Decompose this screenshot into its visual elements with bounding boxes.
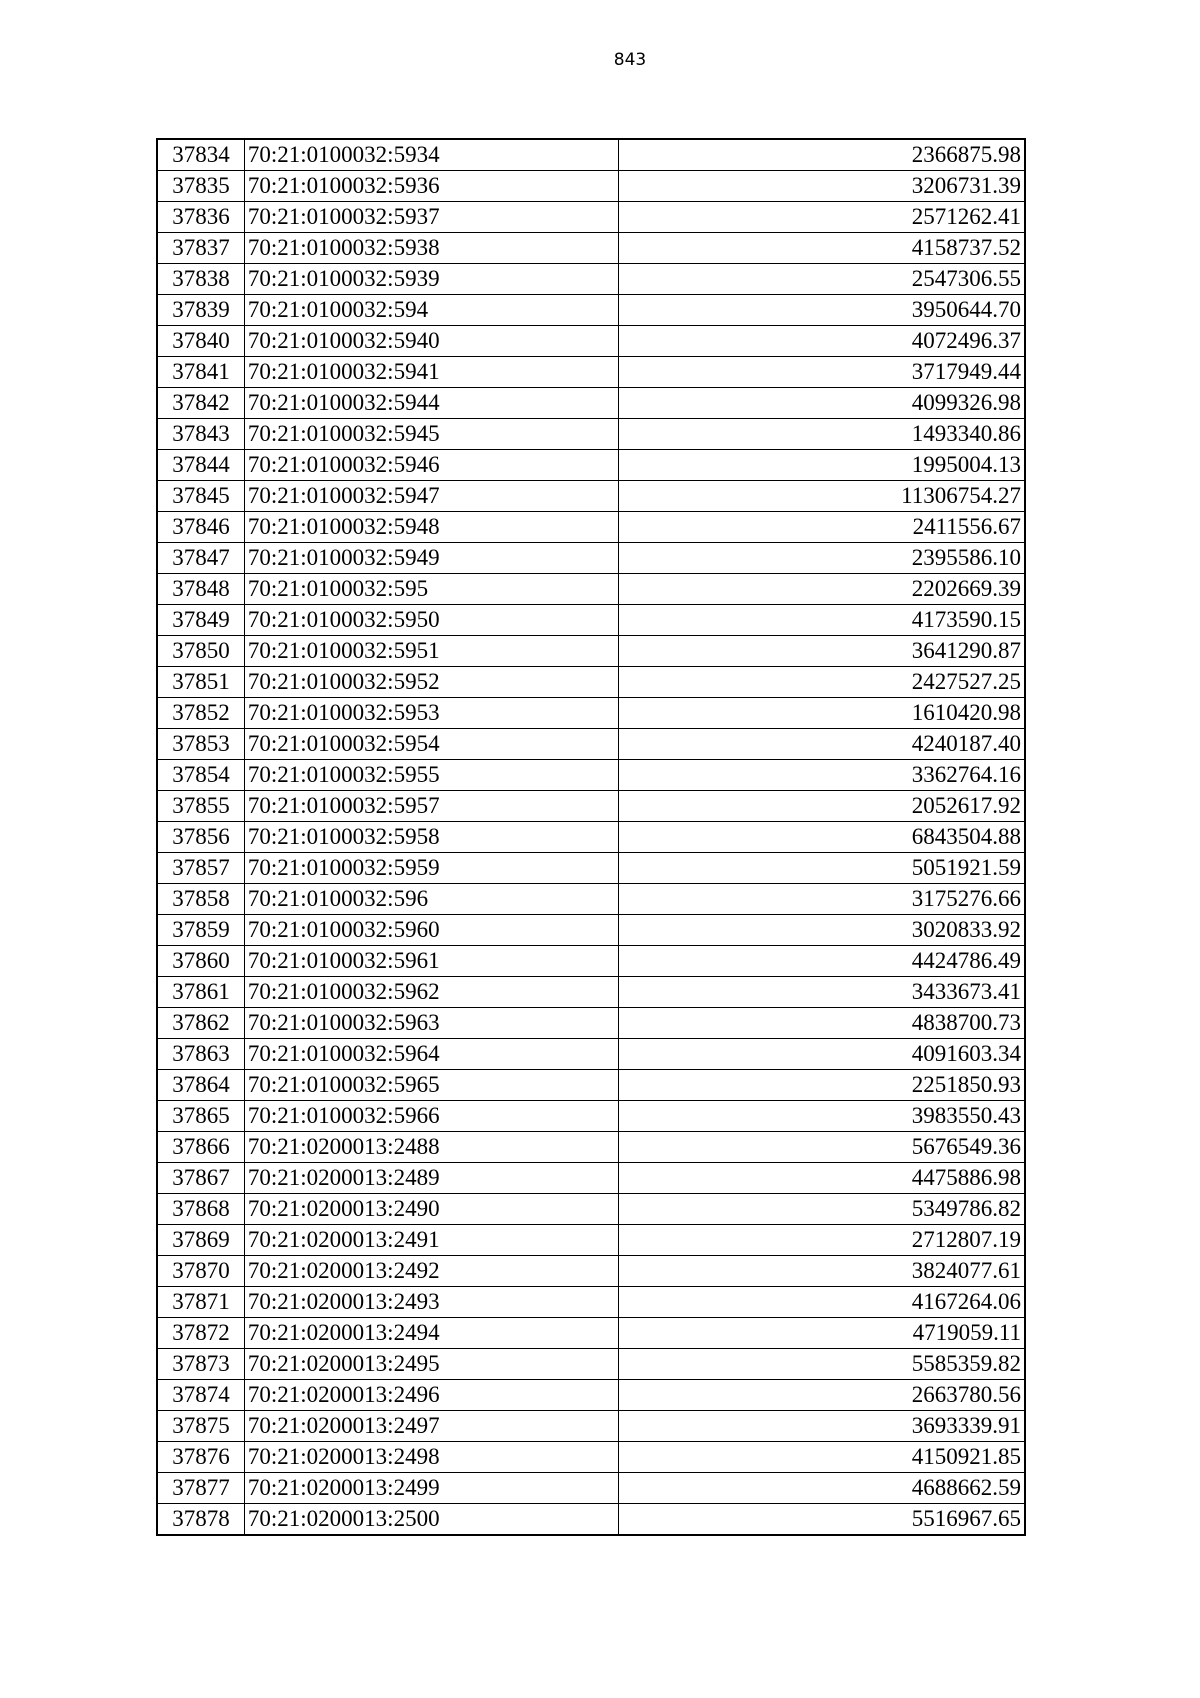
- cadastral-number-cell: 70:21:0100032:596: [244, 884, 618, 915]
- row-number-cell: 37854: [157, 760, 244, 791]
- cadastral-value-cell: 3206731.39: [618, 171, 1025, 202]
- row-number-cell: 37862: [157, 1008, 244, 1039]
- table-row: [157, 295, 1025, 326]
- cadastral-number-cell: 70:21:0100032:5940: [244, 326, 618, 357]
- table-row: [157, 791, 1025, 822]
- cadastral-value-cell: 4838700.73: [618, 1008, 1025, 1039]
- cadastral-number-cell: 70:21:0100032:5952: [244, 667, 618, 698]
- table-row: [157, 264, 1025, 295]
- table-row: [157, 822, 1025, 853]
- table-row: [157, 139, 1025, 171]
- cadastral-number-cell: 70:21:0100032:5951: [244, 636, 618, 667]
- cadastral-number-cell: 70:21:0100032:5953: [244, 698, 618, 729]
- cadastral-number-cell: 70:21:0100032:5954: [244, 729, 618, 760]
- cadastral-number-cell: 70:21:0100032:5947: [244, 481, 618, 512]
- table-row: [157, 326, 1025, 357]
- cadastral-value-table: [156, 138, 1026, 1536]
- row-number-cell: 37863: [157, 1039, 244, 1070]
- row-number-cell: 37858: [157, 884, 244, 915]
- row-number-cell: 37851: [157, 667, 244, 698]
- cadastral-number-cell: 70:21:0200013:2500: [244, 1504, 618, 1536]
- cadastral-number-cell: 70:21:0100032:5957: [244, 791, 618, 822]
- table-row: [157, 915, 1025, 946]
- cadastral-value-cell: 5349786.82: [618, 1194, 1025, 1225]
- row-number-cell: 37859: [157, 915, 244, 946]
- cadastral-value-cell: 2202669.39: [618, 574, 1025, 605]
- row-number-cell: 37835: [157, 171, 244, 202]
- cadastral-value-cell: 2571262.41: [618, 202, 1025, 233]
- cadastral-value-cell: 4072496.37: [618, 326, 1025, 357]
- row-number-cell: 37855: [157, 791, 244, 822]
- cadastral-number-cell: 70:21:0100032:5939: [244, 264, 618, 295]
- cadastral-number-cell: 70:21:0200013:2498: [244, 1442, 618, 1473]
- cadastral-value-cell: 1995004.13: [618, 450, 1025, 481]
- cadastral-number-cell: 70:21:0100032:5944: [244, 388, 618, 419]
- row-number-cell: 37846: [157, 512, 244, 543]
- row-number-cell: 37852: [157, 698, 244, 729]
- cadastral-value-cell: 4475886.98: [618, 1163, 1025, 1194]
- table-row: [157, 1008, 1025, 1039]
- table-row: [157, 1101, 1025, 1132]
- cadastral-number-cell: 70:21:0100032:5955: [244, 760, 618, 791]
- cadastral-value-cell: 6843504.88: [618, 822, 1025, 853]
- cadastral-value-cell: 1493340.86: [618, 419, 1025, 450]
- row-number-cell: 37873: [157, 1349, 244, 1380]
- cadastral-value-cell: 2547306.55: [618, 264, 1025, 295]
- table-row: [157, 729, 1025, 760]
- cadastral-value-cell: 2395586.10: [618, 543, 1025, 574]
- row-number-cell: 37853: [157, 729, 244, 760]
- cadastral-number-cell: 70:21:0100032:5941: [244, 357, 618, 388]
- cadastral-value-cell: 3020833.92: [618, 915, 1025, 946]
- table-row: [157, 1039, 1025, 1070]
- cadastral-value-cell: 5585359.82: [618, 1349, 1025, 1380]
- table-row: [157, 1349, 1025, 1380]
- cadastral-number-cell: 70:21:0200013:2495: [244, 1349, 618, 1380]
- cadastral-number-cell: 70:21:0100032:5966: [244, 1101, 618, 1132]
- row-number-cell: 37871: [157, 1287, 244, 1318]
- cadastral-value-cell: 4167264.06: [618, 1287, 1025, 1318]
- cadastral-number-cell: 70:21:0200013:2496: [244, 1380, 618, 1411]
- cadastral-value-cell: 5516967.65: [618, 1504, 1025, 1536]
- row-number-cell: 37872: [157, 1318, 244, 1349]
- cadastral-value-cell: 4158737.52: [618, 233, 1025, 264]
- cadastral-number-cell: 70:21:0200013:2491: [244, 1225, 618, 1256]
- cadastral-number-cell: 70:21:0100032:5936: [244, 171, 618, 202]
- cadastral-number-cell: 70:21:0100032:5934: [244, 139, 618, 171]
- table-row: [157, 1442, 1025, 1473]
- cadastral-value-cell: 1610420.98: [618, 698, 1025, 729]
- row-number-cell: 37849: [157, 605, 244, 636]
- cadastral-number-cell: 70:21:0100032:5949: [244, 543, 618, 574]
- cadastral-value-cell: 5051921.59: [618, 853, 1025, 884]
- table-row: [157, 388, 1025, 419]
- table-row: [157, 1070, 1025, 1101]
- row-number-cell: 37866: [157, 1132, 244, 1163]
- table-row: [157, 1318, 1025, 1349]
- cadastral-number-cell: 70:21:0100032:5964: [244, 1039, 618, 1070]
- cadastral-number-cell: 70:21:0200013:2488: [244, 1132, 618, 1163]
- row-number-cell: 37868: [157, 1194, 244, 1225]
- table-row: [157, 202, 1025, 233]
- cadastral-value-cell: 3641290.87: [618, 636, 1025, 667]
- table-row: [157, 853, 1025, 884]
- cadastral-number-cell: 70:21:0100032:5948: [244, 512, 618, 543]
- cadastral-value-cell: 3824077.61: [618, 1256, 1025, 1287]
- row-number-cell: 37857: [157, 853, 244, 884]
- table-row: [157, 450, 1025, 481]
- table-row: [157, 357, 1025, 388]
- cadastral-value-cell: 4099326.98: [618, 388, 1025, 419]
- cadastral-value-cell: 2427527.25: [618, 667, 1025, 698]
- table-row: [157, 1132, 1025, 1163]
- cadastral-number-cell: 70:21:0100032:5965: [244, 1070, 618, 1101]
- table-row: [157, 1256, 1025, 1287]
- row-number-cell: 37838: [157, 264, 244, 295]
- row-number-cell: 37841: [157, 357, 244, 388]
- table-row: [157, 233, 1025, 264]
- table-row: [157, 171, 1025, 202]
- row-number-cell: 37845: [157, 481, 244, 512]
- row-number-cell: 37836: [157, 202, 244, 233]
- row-number-cell: 37875: [157, 1411, 244, 1442]
- cadastral-value-cell: 2663780.56: [618, 1380, 1025, 1411]
- cadastral-value-cell: 4091603.34: [618, 1039, 1025, 1070]
- cadastral-number-cell: 70:21:0200013:2490: [244, 1194, 618, 1225]
- table-row: [157, 977, 1025, 1008]
- cadastral-value-cell: 3717949.44: [618, 357, 1025, 388]
- cadastral-number-cell: 70:21:0100032:595: [244, 574, 618, 605]
- cadastral-value-cell: 4240187.40: [618, 729, 1025, 760]
- row-number-cell: 37839: [157, 295, 244, 326]
- cadastral-number-cell: 70:21:0100032:5961: [244, 946, 618, 977]
- cadastral-value-cell: 3362764.16: [618, 760, 1025, 791]
- row-number-cell: 37856: [157, 822, 244, 853]
- table-row: [157, 1163, 1025, 1194]
- cadastral-number-cell: 70:21:0200013:2497: [244, 1411, 618, 1442]
- table-row: [157, 1287, 1025, 1318]
- cadastral-value-cell: 5676549.36: [618, 1132, 1025, 1163]
- cadastral-number-cell: 70:21:0100032:5950: [244, 605, 618, 636]
- cadastral-number-cell: 70:21:0200013:2499: [244, 1473, 618, 1504]
- cadastral-value-cell: 2251850.93: [618, 1070, 1025, 1101]
- cadastral-value-cell: 11306754.27: [618, 481, 1025, 512]
- table-row: [157, 419, 1025, 450]
- row-number-cell: 37876: [157, 1442, 244, 1473]
- cadastral-value-cell: 3693339.91: [618, 1411, 1025, 1442]
- cadastral-number-cell: 70:21:0200013:2493: [244, 1287, 618, 1318]
- cadastral-value-cell: 3950644.70: [618, 295, 1025, 326]
- row-number-cell: 37848: [157, 574, 244, 605]
- cadastral-number-cell: 70:21:0100032:5937: [244, 202, 618, 233]
- row-number-cell: 37867: [157, 1163, 244, 1194]
- cadastral-value-cell: 4424786.49: [618, 946, 1025, 977]
- table-row: [157, 698, 1025, 729]
- cadastral-value-cell: 3433673.41: [618, 977, 1025, 1008]
- table-row: [157, 1380, 1025, 1411]
- table-row: [157, 760, 1025, 791]
- table-row: [157, 1194, 1025, 1225]
- row-number-cell: 37877: [157, 1473, 244, 1504]
- row-number-cell: 37874: [157, 1380, 244, 1411]
- row-number-cell: 37834: [157, 139, 244, 171]
- cadastral-value-cell: 2411556.67: [618, 512, 1025, 543]
- row-number-cell: 37865: [157, 1101, 244, 1132]
- cadastral-value-cell: 4719059.11: [618, 1318, 1025, 1349]
- table-row: [157, 667, 1025, 698]
- cadastral-number-cell: 70:21:0100032:5960: [244, 915, 618, 946]
- table-row: [157, 946, 1025, 977]
- cadastral-value-cell: 2366875.98: [618, 139, 1025, 171]
- table-row: [157, 884, 1025, 915]
- row-number-cell: 37843: [157, 419, 244, 450]
- table-row: [157, 1411, 1025, 1442]
- table-row: [157, 512, 1025, 543]
- row-number-cell: 37860: [157, 946, 244, 977]
- cadastral-number-cell: 70:21:0200013:2494: [244, 1318, 618, 1349]
- cadastral-number-cell: 70:21:0100032:594: [244, 295, 618, 326]
- cadastral-value-cell: 3175276.66: [618, 884, 1025, 915]
- cadastral-value-cell: 2052617.92: [618, 791, 1025, 822]
- cadastral-number-cell: 70:21:0100032:5945: [244, 419, 618, 450]
- row-number-cell: 37864: [157, 1070, 244, 1101]
- row-number-cell: 37869: [157, 1225, 244, 1256]
- row-number-cell: 37847: [157, 543, 244, 574]
- cadastral-value-cell: 4173590.15: [618, 605, 1025, 636]
- cadastral-number-cell: 70:21:0100032:5962: [244, 977, 618, 1008]
- row-number-cell: 37870: [157, 1256, 244, 1287]
- row-number-cell: 37844: [157, 450, 244, 481]
- cadastral-value-cell: 2712807.19: [618, 1225, 1025, 1256]
- cadastral-number-cell: 70:21:0100032:5946: [244, 450, 618, 481]
- cadastral-number-cell: 70:21:0200013:2489: [244, 1163, 618, 1194]
- cadastral-value-cell: 4688662.59: [618, 1473, 1025, 1504]
- table-row: [157, 1504, 1025, 1536]
- table-row: [157, 481, 1025, 512]
- table-row: [157, 605, 1025, 636]
- cadastral-number-cell: 70:21:0100032:5958: [244, 822, 618, 853]
- page-number: 843: [613, 50, 647, 70]
- cadastral-number-cell: 70:21:0100032:5938: [244, 233, 618, 264]
- row-number-cell: 37842: [157, 388, 244, 419]
- cadastral-value-cell: 3983550.43: [618, 1101, 1025, 1132]
- table-body: [157, 139, 1025, 1535]
- table-row: [157, 1473, 1025, 1504]
- cadastral-number-cell: 70:21:0100032:5959: [244, 853, 618, 884]
- row-number-cell: 37840: [157, 326, 244, 357]
- row-number-cell: 37861: [157, 977, 244, 1008]
- table-row: [157, 636, 1025, 667]
- table-row: [157, 543, 1025, 574]
- cadastral-number-cell: 70:21:0200013:2492: [244, 1256, 618, 1287]
- row-number-cell: 37878: [157, 1504, 244, 1536]
- table-row: [157, 1225, 1025, 1256]
- row-number-cell: 37850: [157, 636, 244, 667]
- cadastral-value-cell: 4150921.85: [618, 1442, 1025, 1473]
- table-row: [157, 574, 1025, 605]
- cadastral-number-cell: 70:21:0100032:5963: [244, 1008, 618, 1039]
- row-number-cell: 37837: [157, 233, 244, 264]
